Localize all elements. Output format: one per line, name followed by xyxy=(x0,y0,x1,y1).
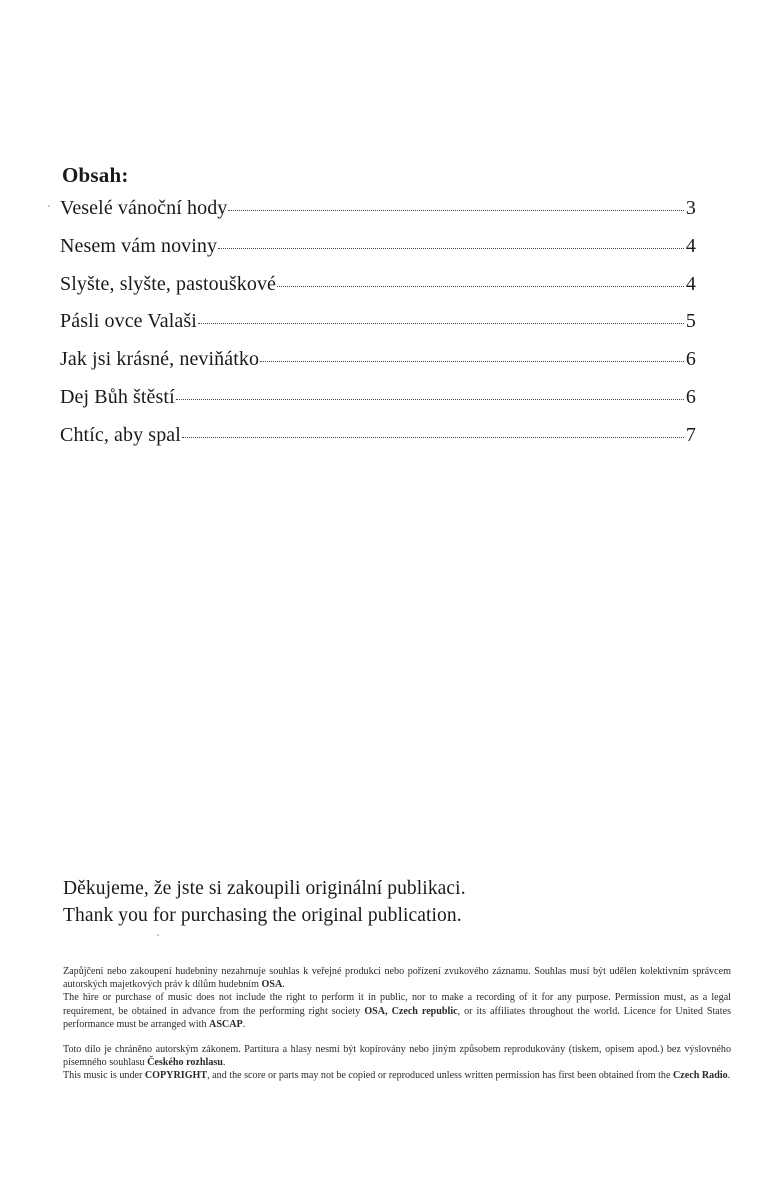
czech-radio: Czech Radio xyxy=(673,1070,728,1082)
performance-text-en-mid: , or its affiliates throughout the world. Licence for United States performance must be arranged with xyxy=(63,1005,731,1030)
dot-leader xyxy=(260,361,684,362)
toc-entry-title: Dej Bůh štěstí xyxy=(60,385,175,408)
copyright-text-en-end: . xyxy=(727,1070,731,1082)
table-of-contents xyxy=(60,197,696,462)
toc-entry[interactable] xyxy=(60,424,696,462)
paragraph-gap xyxy=(63,1031,731,1043)
dot-leader xyxy=(218,248,684,249)
osa-name: OSA xyxy=(261,979,283,991)
ascap-name: ASCAP xyxy=(209,1018,243,1030)
copyright-word: COPYRIGHT xyxy=(144,1070,208,1082)
copyright-text-cz-end: . xyxy=(222,1057,226,1069)
toc-entry-title: Chtíc, aby spal xyxy=(60,423,181,446)
thank-you-note xyxy=(63,875,723,929)
copyright-text-en-mid: , and the score or parts may not be copied or reproduced unless written permission has first been obtained from the xyxy=(207,1070,673,1082)
toc-entry[interactable] xyxy=(60,235,696,273)
scan-speck xyxy=(157,934,159,936)
dot-leader xyxy=(198,323,684,324)
toc-entry-page: 6 xyxy=(685,348,696,371)
thank-you-english: Thank you for purchasing the original publication. xyxy=(63,905,462,926)
performance-text-en-end: . xyxy=(242,1018,246,1030)
performance-notice xyxy=(63,965,731,1031)
toc-entry[interactable] xyxy=(60,386,696,424)
thank-you-czech: Děkujeme, že jste si zakoupili originální publikaci. xyxy=(63,878,466,899)
copyright-notice xyxy=(63,1043,731,1083)
performance-text-cz: Zapůjčení nebo zakoupení hudebniny nezahrnuje souhlas k veřejné produkci nebo pořízení zvukového záznamu. Souhlas musí být udělen kolektivním správcem autorských majetkových práv k dílům hudebním xyxy=(63,966,731,991)
toc-entry-page: 6 xyxy=(685,385,696,408)
toc-entry-title: Pásli ovce Valaši xyxy=(60,310,197,333)
dot-leader xyxy=(182,437,684,438)
dot-leader xyxy=(228,210,683,211)
toc-entry-page: 5 xyxy=(685,310,696,333)
dot-leader xyxy=(176,399,684,400)
performance-text-en: The hire or purchase of music does not include the right to perform it in public, nor to make a recording of it for any purpose. Permission must, as a legal requirement, be obtained in advance from the performing right society xyxy=(63,992,731,1017)
toc-entry-title: Jak jsi krásné, neviňátko xyxy=(60,348,260,371)
scan-speck xyxy=(48,205,50,207)
toc-entry-title: Slyšte, slyšte, pastouškové xyxy=(60,272,277,295)
copyright-text-cz: Toto dílo je chráněno autorským zákonem. Partitura a hlasy nesmí být kopírovány nebo jiným způsobem reprodukovány (tiskem, opisem apod.) bez výslovného písemného souhlasu xyxy=(63,1044,731,1069)
toc-entry[interactable] xyxy=(60,310,696,348)
cesky-rozhlas: Českého rozhlasu xyxy=(147,1057,223,1069)
toc-entry-page: 4 xyxy=(685,272,696,295)
toc-entry-page: 4 xyxy=(685,234,696,257)
legal-notice xyxy=(63,965,731,1083)
osa-czech-republic: OSA, Czech republic xyxy=(364,1005,458,1017)
toc-entry-page: 3 xyxy=(685,197,696,219)
toc-entry-page: 7 xyxy=(685,423,696,446)
toc-heading: Obsah: xyxy=(62,163,129,187)
toc-entry-title: Veselé vánoční hody xyxy=(60,197,228,219)
toc-entry[interactable] xyxy=(60,273,696,311)
copyright-text-en: This music is under xyxy=(63,1070,145,1082)
toc-entry[interactable] xyxy=(60,197,696,235)
dot-leader xyxy=(277,286,684,287)
toc-entry[interactable] xyxy=(60,348,696,386)
performance-text-cz-end: . xyxy=(282,979,285,991)
toc-entry-title: Nesem vám noviny xyxy=(60,234,218,257)
